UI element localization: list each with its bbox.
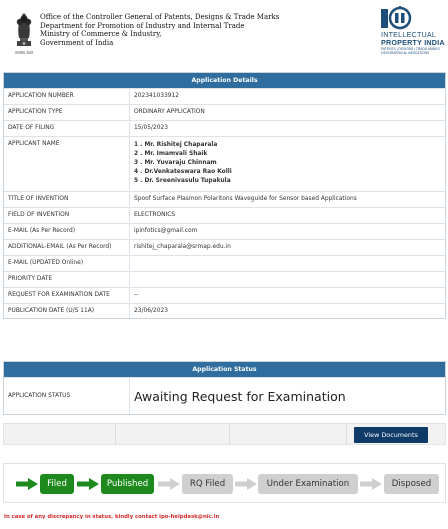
row-label: FIELD OF INVENTION: [4, 208, 130, 223]
applicant-name: 1 . Mr. Rishitej Chaparala: [134, 142, 218, 148]
application-type-value: ORDINARY APPLICATION: [134, 109, 205, 115]
row-label: E-MAIL (As Per Record): [4, 224, 130, 239]
docs-bar-cell: [230, 424, 347, 444]
status-label: APPLICATION STATUS: [4, 378, 130, 414]
date-of-filing-value: 15/05/2023: [134, 125, 168, 131]
table-row: [4, 377, 445, 414]
application-number-value: 202341033912: [134, 93, 179, 99]
step-rq-filed: RQ Filed: [182, 474, 233, 494]
office-title: [40, 13, 279, 47]
applicant-name: 4 . Dr.Venkateswara Rao Kolli: [134, 169, 232, 175]
title-of-invention-value: Spoof Surface Plasmon Polaritons Waveguide for Sensor based Applications: [134, 196, 357, 202]
table-row: [4, 191, 445, 207]
row-label: DATE OF FILING: [4, 121, 130, 136]
ip-india-title-2: PROPERTY INDIA: [381, 38, 445, 47]
row-label: APPLICANT NAME: [4, 137, 130, 191]
applicant-list: [130, 137, 445, 191]
row-label: E-MAIL (UPDATED Online): [4, 256, 130, 271]
additional-email-value: rishitej_chaparala@srmap.edu.in: [134, 244, 231, 250]
application-status-table: [3, 361, 446, 415]
email-updated-value: [130, 256, 445, 271]
priority-date-value: [130, 272, 445, 287]
ip-india-subtitle-1: PATENTS | DESIGNS | TRADE MARKS: [381, 47, 440, 51]
step-disposed: Disposed: [384, 474, 439, 494]
arrow-right-icon: [77, 478, 99, 490]
page-header: [0, 0, 448, 68]
details-heading: Application Details: [4, 73, 445, 88]
table-row: [4, 271, 445, 287]
status-progress-tracker: [3, 463, 446, 503]
ip-india-subtitle-2: GEOGRAPHICAL INDICATIONS: [381, 51, 430, 55]
table-row: [4, 207, 445, 223]
email-value: ipinfotics@gmail.com: [134, 228, 198, 234]
table-row: [4, 104, 445, 120]
status-heading: Application Status: [4, 362, 445, 377]
arrow-right-icon: [158, 478, 180, 490]
discrepancy-note: In case of any discrepancy in status, kindly contact ipo-helpdesk@nic.in: [4, 514, 220, 520]
view-documents-button[interactable]: View Documents: [354, 427, 428, 443]
row-label: PUBLICATION DATE (U/S 11A): [4, 304, 130, 318]
applicant-name: 3 . Mr. Yuvaraju Chinnam: [134, 160, 217, 166]
table-row: [4, 136, 445, 191]
row-label: APPLICATION TYPE: [4, 105, 130, 120]
publication-date-value: 23/06/2023: [134, 308, 168, 314]
table-row: [4, 88, 445, 104]
row-label: ADDITIONAL-EMAIL (As Per Record): [4, 240, 130, 255]
field-of-invention-value: ELECTRONICS: [134, 212, 176, 218]
table-row: [4, 287, 445, 303]
application-details-table: [3, 72, 446, 319]
request-examination-date-value: --: [134, 292, 139, 298]
docs-bar-cell: [116, 424, 230, 444]
table-row: [4, 303, 445, 318]
office-line-2: Department for Promotion of Industry and Internal Trade: [40, 21, 245, 30]
arrow-right-icon: [360, 478, 382, 490]
national-emblem-icon: [11, 8, 37, 60]
office-line-3: Ministry of Commerce & Industry,: [40, 30, 162, 39]
emblem-caption: सत्यमेव जयते: [15, 51, 33, 55]
applicant-name: 2 . Mr. Imamvali Shaik: [134, 151, 208, 157]
ip-india-subtitle: [381, 47, 443, 55]
row-label: REQUEST FOR EXAMINATION DATE: [4, 288, 130, 303]
docs-bar-cell: [4, 424, 116, 444]
table-row: [4, 255, 445, 271]
row-label: PRIORITY DATE: [4, 272, 130, 287]
arrow-right-icon: [235, 478, 257, 490]
office-line-4: Government of India: [40, 38, 114, 47]
row-label: APPLICATION NUMBER: [4, 89, 130, 104]
status-value: Awaiting Request for Examination: [134, 388, 346, 404]
office-line-1: Office of the Controller General of Patents, Designs & Trade Marks: [40, 13, 280, 21]
row-label: TITLE OF INVENTION: [4, 192, 130, 207]
table-row: [4, 239, 445, 255]
step-filed: Filed: [40, 474, 74, 494]
ip-india-title-1: INTELLECTUAL: [381, 30, 437, 39]
applicant-name: 5 . Dr. Sreenivasulu Tupakula: [134, 178, 231, 184]
arrow-right-icon: [16, 478, 38, 490]
table-row: [4, 120, 445, 136]
table-row: [4, 223, 445, 239]
step-under-examination: Under Examination: [258, 474, 358, 494]
step-published: Published: [101, 474, 154, 494]
